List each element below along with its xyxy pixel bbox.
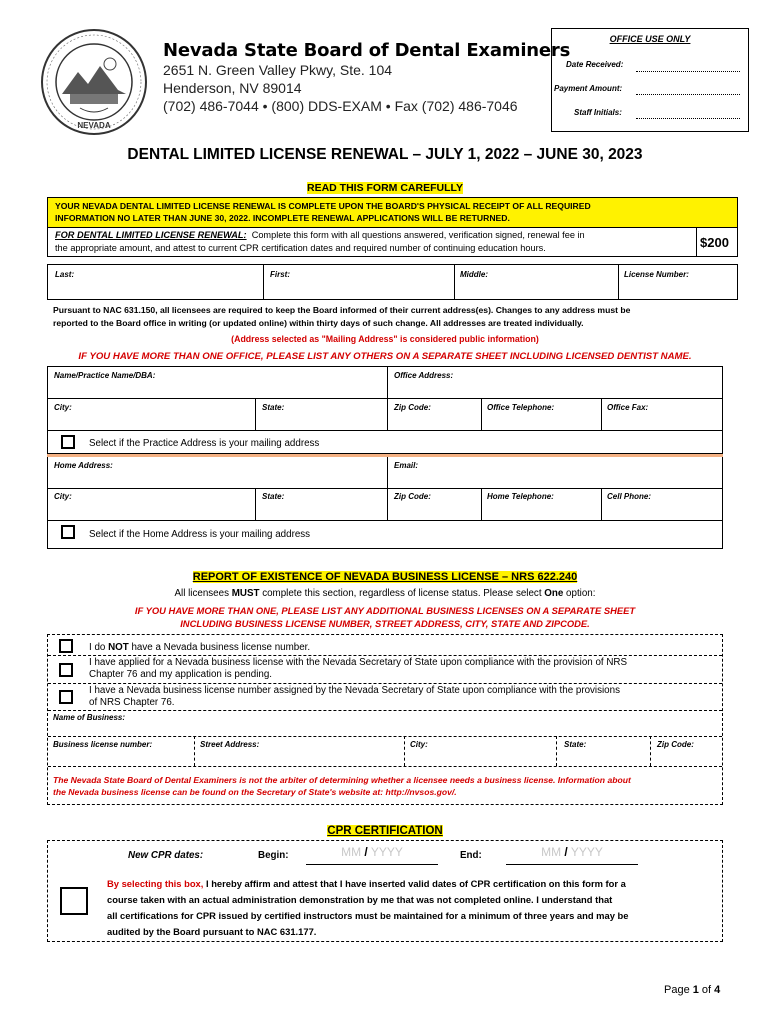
board-address-line2: Henderson, NV 89014: [163, 80, 302, 96]
warning-box: [47, 197, 738, 227]
board-address-line1: 2651 N. Green Valley Pkwy, Ste. 104: [163, 62, 393, 78]
warning-line1: YOUR NEVADA DENTAL LIMITED LICENSE RENEWAL IS COMPLETE UPON THE BOARD'S PHYSICAL RECEIPT OF ALL REQUIRED: [55, 201, 591, 211]
business-title-text: REPORT OF EXISTENCE OF NEVADA BUSINESS LICENSE – NRS 622.240: [192, 571, 578, 583]
end-mm: MM: [541, 845, 562, 859]
instructions-rest: Complete this form with all questions answered, verification signed, renewal fee in: [251, 230, 585, 240]
home-telephone-field[interactable]: Home Telephone:: [487, 492, 554, 501]
practice-mailing-checkbox[interactable]: [61, 435, 75, 449]
first-name-field[interactable]: First:: [270, 270, 290, 279]
home-address-field[interactable]: Home Address:: [54, 461, 113, 470]
state-seal: [40, 28, 148, 136]
opt1-a: I do: [89, 642, 109, 653]
business-note-line1: The Nevada State Board of Dental Examiners is not the arbiter of determining whether a licensee needs a business license. Information about: [53, 775, 631, 785]
home-zip-field[interactable]: Zip Code:: [394, 492, 431, 501]
business-state-field[interactable]: State:: [564, 740, 587, 749]
cpr-attest-line2: course taken with an actual administration demonstration by me that was not completed online. I understand that: [107, 894, 613, 905]
end-date-field[interactable]: [506, 845, 638, 865]
read-carefully-text: READ THIS FORM CAREFULLY: [307, 182, 463, 194]
begin-label: Begin:: [258, 850, 289, 861]
home-mailing-label: Select if the Home Address is your mailing address: [89, 529, 311, 540]
page-of: of: [698, 984, 715, 996]
home-mailing-checkbox[interactable]: [61, 525, 75, 539]
page-num: 1: [692, 984, 699, 996]
opt1-b: have a Nevada business license number.: [128, 642, 311, 653]
begin-yyyy: YYYY: [370, 845, 403, 859]
business-name-field[interactable]: Name of Business:: [53, 713, 126, 722]
new-cpr-dates-label: New CPR dates:: [128, 850, 204, 861]
instructions-line2: the appropriate amount, and attest to current CPR certification dates and required number of continuing education hours.: [55, 243, 546, 253]
home-city-field[interactable]: City:: [54, 492, 72, 501]
board-name: Nevada State Board of Dental Examiners: [163, 40, 571, 61]
page-total: 4: [714, 984, 721, 996]
business-more-line1: IF YOU HAVE MORE THAN ONE, PLEASE LIST ANY ADDITIONAL BUSINESS LICENSES ON A SEPARATE SHEET: [134, 605, 636, 616]
option-applied-line2: Chapter 76 and my application is pending.: [89, 669, 272, 680]
practice-name-field[interactable]: Name/Practice Name/DBA:: [54, 371, 156, 380]
nac-notice-line1: Pursuant to NAC 631.150, all licensees are required to keep the Board informed of their current address(es). Changes to any address must be: [53, 305, 631, 315]
board-phones: (702) 486-7044 • (800) DDS-EXAM • Fax (702) 486-7046: [163, 98, 518, 114]
instructions-box: [47, 227, 738, 257]
business-intro-one: One: [544, 588, 564, 599]
business-intro-b: complete this section, regardless of license status. Please select: [259, 588, 545, 599]
cpr-attest-line4: audited by the Board pursuant to NAC 631.177.: [107, 926, 317, 937]
office-address-block: [47, 366, 723, 454]
last-name-field[interactable]: Last:: [55, 270, 75, 279]
home-state-field[interactable]: State:: [262, 492, 285, 501]
begin-slash: /: [364, 845, 368, 859]
option-has-line1: I have a Nevada business license number assigned by the Nevada Secretary of State upon compliance with the provisions: [89, 685, 620, 696]
office-use-title: OFFICE USE ONLY: [609, 34, 691, 44]
home-address-block: [47, 457, 723, 549]
business-license-block: [47, 634, 723, 805]
fee-amount: $200: [700, 235, 729, 250]
business-zip-field[interactable]: Zip Code:: [657, 740, 694, 749]
email-field[interactable]: Email:: [394, 461, 419, 470]
more-offices-note: IF YOU HAVE MORE THAN ONE OFFICE, PLEASE LIST ANY OTHERS ON A SEPARATE SHEET INCLUDING LICENSED DENTIST NAME.: [78, 351, 692, 362]
payment-amount-line[interactable]: [636, 94, 740, 95]
name-row: [47, 264, 738, 300]
business-number-field[interactable]: Business license number:: [53, 740, 153, 749]
business-intro-a: All licensees: [174, 588, 232, 599]
page-number: [664, 984, 720, 996]
option-no-license: [89, 642, 310, 653]
office-telephone-field[interactable]: Office Telephone:: [487, 403, 555, 412]
option-has-line2: of NRS Chapter 76.: [89, 697, 175, 708]
has-business-license-checkbox[interactable]: [59, 690, 73, 704]
cpr-block: [47, 840, 723, 942]
office-address-field[interactable]: Office Address:: [394, 371, 454, 380]
staff-initials-line[interactable]: [636, 118, 740, 119]
cpr-attest-checkbox[interactable]: [60, 887, 88, 915]
payment-amount-label: Payment Amount:: [554, 84, 623, 93]
office-city-field[interactable]: City:: [54, 403, 72, 412]
practice-mailing-label: Select if the Practice Address is your mailing address: [89, 438, 320, 449]
begin-mm: MM: [341, 845, 362, 859]
end-label: End:: [460, 850, 482, 861]
cpr-title: [0, 825, 770, 837]
read-carefully: [0, 182, 770, 194]
cpr-attest-red: By selecting this box,: [107, 878, 204, 889]
staff-initials-label: Staff Initials:: [574, 108, 622, 117]
no-business-license-checkbox[interactable]: [59, 639, 73, 653]
svg-text:NEVADA: NEVADA: [77, 121, 111, 130]
instructions-head: FOR DENTAL LIMITED LICENSE RENEWAL:: [55, 230, 247, 240]
middle-name-field[interactable]: Middle:: [460, 270, 488, 279]
opt1-not: NOT: [108, 642, 129, 653]
applied-business-license-checkbox[interactable]: [59, 663, 73, 677]
nac-notice-line2: reported to the Board office in writing (or updated online) within thirty days of such change. All addresses are treated individually.: [53, 318, 584, 328]
business-intro-must: MUST: [231, 588, 260, 599]
business-note-line2: the Nevada business license can be found on the Secretary of State's website at: http://nvsos.gov/.: [53, 787, 457, 797]
office-state-field[interactable]: State:: [262, 403, 285, 412]
business-more-line2: INCLUDING BUSINESS LICENSE NUMBER, STREET ADDRESS, CITY, STATE AND ZIPCODE.: [180, 618, 590, 629]
business-title: [0, 571, 770, 583]
form-title: DENTAL LIMITED LICENSE RENEWAL – JULY 1, 2022 – JUNE 30, 2023: [127, 146, 643, 163]
end-yyyy: YYYY: [570, 845, 603, 859]
date-received-label: Date Received:: [566, 60, 624, 69]
office-zip-field[interactable]: Zip Code:: [394, 403, 431, 412]
mailing-public-note: (Address selected as "Mailing Address" is considered public information): [231, 334, 539, 344]
page-a: Page: [664, 984, 693, 996]
business-street-field[interactable]: Street Address:: [200, 740, 260, 749]
cpr-title-text: CPR CERTIFICATION: [327, 825, 443, 837]
business-intro: [0, 588, 770, 599]
cell-phone-field[interactable]: Cell Phone:: [607, 492, 652, 501]
end-slash: /: [564, 845, 568, 859]
begin-date-field[interactable]: [306, 845, 438, 865]
office-use-box: [551, 28, 749, 132]
date-received-line[interactable]: [636, 71, 740, 72]
business-city-field[interactable]: City:: [410, 740, 428, 749]
warning-line2: INFORMATION NO LATER THAN JUNE 30, 2022. INCOMPLETE RENEWAL APPLICATIONS WILL BE RETURNED.: [55, 213, 510, 223]
instructions-line1: [55, 230, 585, 240]
license-number-field[interactable]: License Number:: [624, 270, 689, 279]
office-fax-field[interactable]: Office Fax:: [607, 403, 649, 412]
option-applied-line1: I have applied for a Nevada business license with the Nevada Secretary of State upon compliance with the provision of NRS: [89, 657, 628, 668]
cpr-attest-line3: all certifications for CPR issued by certified instructors must be maintained for a minimum of three years and may be: [107, 910, 629, 921]
business-intro-c: option:: [563, 588, 596, 599]
cpr-attest-l1: I hereby affirm and attest that I have inserted valid dates of CPR certification on this form for a: [203, 878, 626, 889]
cpr-attest-line1: [107, 878, 626, 889]
